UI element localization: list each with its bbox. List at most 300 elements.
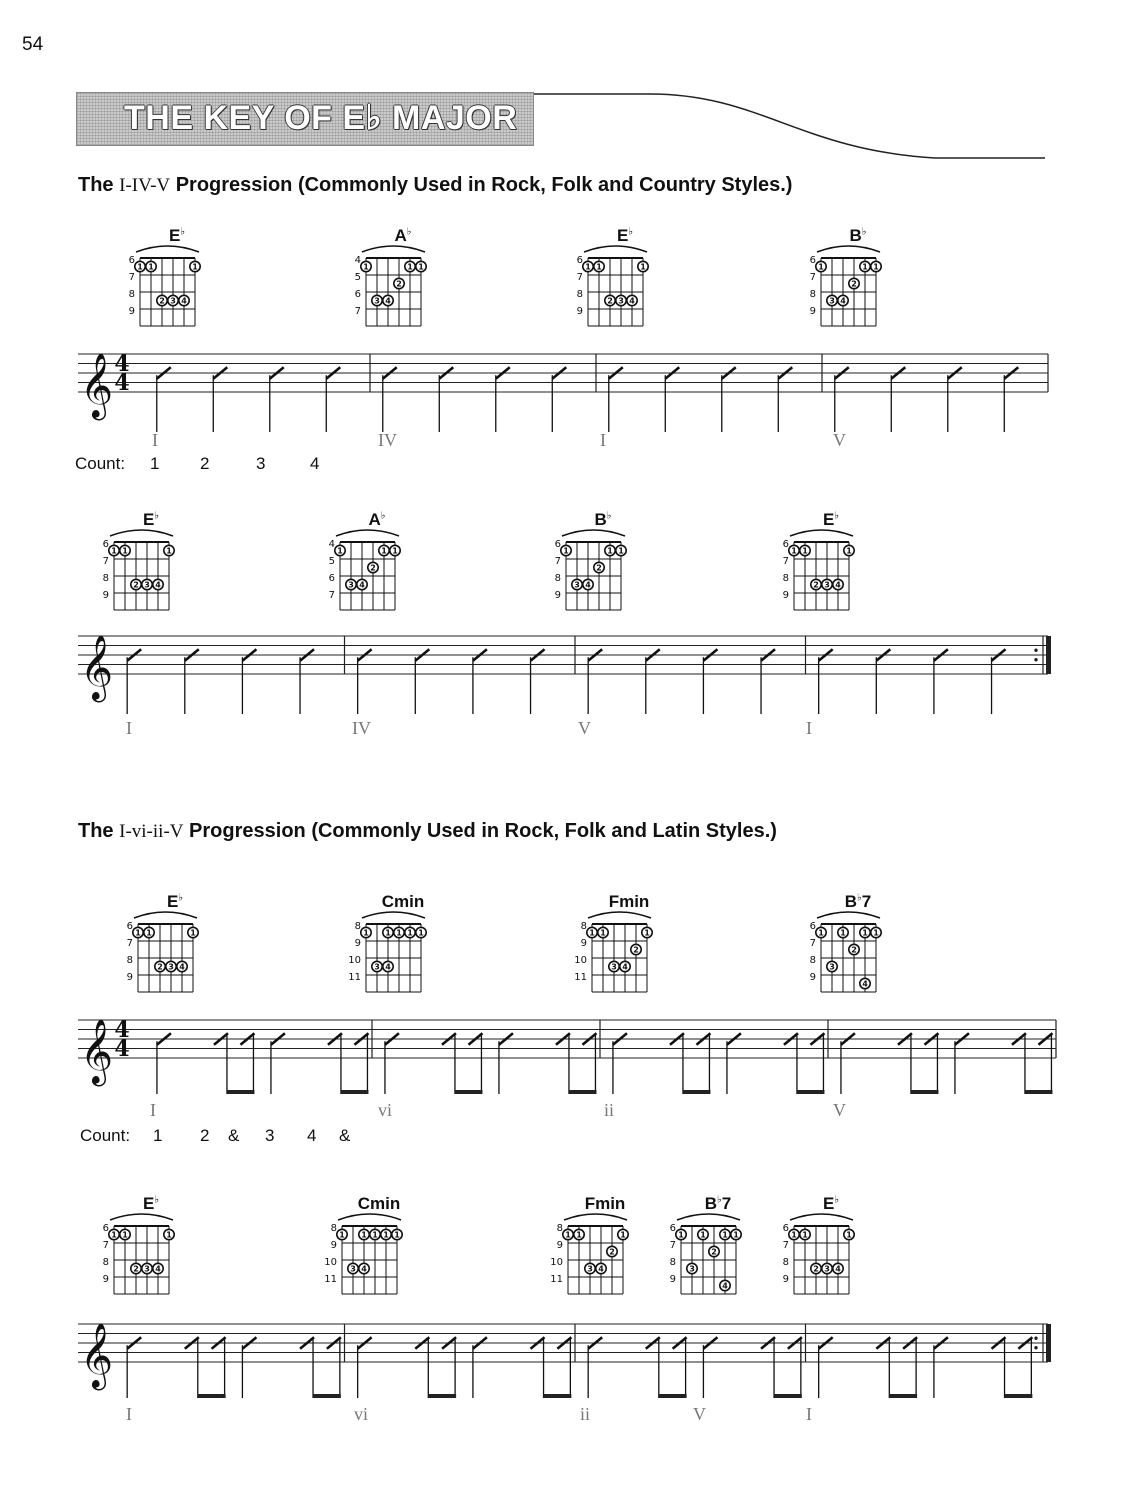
finger-dot bbox=[179, 295, 189, 305]
count-beat: 2 bbox=[200, 1126, 210, 1145]
chord-root: E bbox=[822, 510, 835, 529]
fret-number: 8 bbox=[809, 289, 816, 300]
count-beat: 1 bbox=[153, 1126, 163, 1145]
svg-text:4: 4 bbox=[622, 962, 628, 972]
svg-text:3: 3 bbox=[374, 296, 380, 306]
finger-dot bbox=[587, 927, 597, 937]
svg-text:1: 1 bbox=[589, 928, 595, 938]
slash-note bbox=[242, 1337, 256, 1398]
fret-number: 5 bbox=[328, 556, 335, 567]
svg-text:4: 4 bbox=[722, 1281, 728, 1291]
svg-text:1: 1 bbox=[192, 262, 198, 272]
svg-text:3: 3 bbox=[829, 962, 835, 972]
slash-note bbox=[588, 649, 602, 714]
roman-numeral: IV bbox=[352, 718, 371, 738]
fret-number: 8 bbox=[576, 289, 583, 300]
chord-diagram bbox=[88, 1194, 198, 1298]
svg-text:1: 1 bbox=[137, 262, 143, 272]
svg-text:1: 1 bbox=[383, 1230, 389, 1240]
fret-number: 4 bbox=[354, 255, 361, 266]
roman-numeral: V bbox=[578, 718, 591, 738]
svg-text:3: 3 bbox=[829, 296, 835, 306]
finger-dot bbox=[416, 927, 426, 937]
fret-number: 7 bbox=[782, 1240, 789, 1251]
svg-text:4: 4 bbox=[629, 296, 635, 306]
slash-note bbox=[185, 1337, 226, 1398]
finger-dot bbox=[109, 545, 119, 555]
flat-sign: ♭ bbox=[834, 510, 840, 522]
slash-note bbox=[948, 367, 962, 432]
svg-text:1: 1 bbox=[678, 1230, 684, 1240]
roman-numeral: V bbox=[833, 1100, 846, 1120]
chord-root: Cmin bbox=[357, 1194, 401, 1213]
finger-dot bbox=[789, 545, 799, 555]
flat-sign: ♭ bbox=[717, 1194, 722, 1206]
svg-text:1: 1 bbox=[337, 546, 343, 556]
fret-number: 8 bbox=[556, 1223, 563, 1234]
finger-dot bbox=[131, 1263, 141, 1273]
slash-note bbox=[213, 367, 227, 432]
slash-note bbox=[358, 649, 372, 714]
finger-dot bbox=[372, 961, 382, 971]
finger-dot bbox=[372, 295, 382, 305]
finger-dot bbox=[394, 927, 404, 937]
finger-dot bbox=[153, 579, 163, 589]
fret-number: 7 bbox=[128, 272, 135, 283]
slash-note bbox=[778, 367, 792, 432]
fret-number: 7 bbox=[782, 556, 789, 567]
svg-text:1: 1 bbox=[111, 1230, 117, 1240]
fretboard-grid bbox=[314, 522, 424, 614]
fret-number: 8 bbox=[126, 955, 133, 966]
roman-numeral: I bbox=[806, 718, 812, 738]
fret-number: 8 bbox=[782, 573, 789, 584]
slash-note bbox=[415, 1337, 456, 1398]
svg-text:3: 3 bbox=[144, 580, 150, 590]
fret-number: 10 bbox=[324, 1257, 337, 1268]
svg-text:1: 1 bbox=[840, 928, 846, 938]
finger-dot bbox=[348, 1263, 358, 1273]
fret-number: 5 bbox=[354, 272, 361, 283]
svg-text:2: 2 bbox=[396, 279, 402, 289]
fret-number: 9 bbox=[809, 972, 816, 983]
svg-text:1: 1 bbox=[135, 928, 141, 938]
chord-diagram bbox=[340, 226, 450, 330]
slash-note bbox=[300, 649, 314, 714]
fretboard-grid bbox=[655, 1206, 765, 1298]
fretboard-grid bbox=[562, 238, 672, 330]
slash-note bbox=[835, 367, 849, 432]
slash-note bbox=[439, 367, 453, 432]
fret-number: 8 bbox=[580, 921, 587, 932]
svg-text:1: 1 bbox=[563, 546, 569, 556]
slash-note bbox=[157, 367, 171, 432]
slash-note bbox=[819, 649, 833, 714]
flat-sign: ♭ bbox=[406, 226, 412, 238]
time-signature-digit: 4 bbox=[114, 370, 130, 396]
fret-number: 9 bbox=[782, 590, 789, 601]
flat-sign: ♭ bbox=[154, 510, 160, 522]
finger-dot bbox=[142, 579, 152, 589]
slash-note bbox=[609, 367, 623, 432]
fretboard-grid bbox=[795, 904, 905, 996]
count-beat: & bbox=[339, 1126, 351, 1145]
fret-number: 8 bbox=[669, 1257, 676, 1268]
finger-dot bbox=[598, 927, 608, 937]
slash-note bbox=[473, 649, 487, 714]
finger-dot bbox=[153, 1263, 163, 1273]
slash-note bbox=[157, 1033, 171, 1094]
fretboard-grid bbox=[540, 522, 650, 614]
slash-note bbox=[934, 649, 948, 714]
finger-dot bbox=[871, 927, 881, 937]
fret-number: 9 bbox=[330, 1240, 337, 1251]
svg-text:1: 1 bbox=[407, 928, 413, 938]
fretboard-grid bbox=[542, 1206, 652, 1298]
fretboard-grid bbox=[795, 238, 905, 330]
fret-number: 6 bbox=[126, 921, 133, 932]
chord-diagram bbox=[114, 226, 224, 330]
flat-sign: ♭ bbox=[628, 226, 634, 238]
finger-dot bbox=[687, 1263, 697, 1273]
finger-dot bbox=[827, 961, 837, 971]
slash-note bbox=[992, 1337, 1033, 1398]
svg-text:1: 1 bbox=[190, 928, 196, 938]
svg-text:2: 2 bbox=[607, 296, 613, 306]
treble-clef: 𝄞 bbox=[80, 353, 114, 418]
svg-text:1: 1 bbox=[818, 262, 824, 272]
banner-title: THE KEY OF E♭ MAJOR bbox=[124, 99, 518, 137]
svg-text:4: 4 bbox=[835, 580, 841, 590]
chord-diagram bbox=[340, 892, 450, 996]
svg-text:1: 1 bbox=[166, 546, 172, 556]
fret-number: 11 bbox=[348, 972, 361, 983]
fret-number: 7 bbox=[669, 1240, 676, 1251]
finger-dot bbox=[860, 978, 870, 988]
finger-dot bbox=[860, 261, 870, 271]
svg-text:2: 2 bbox=[851, 945, 857, 955]
finger-dot bbox=[109, 1229, 119, 1239]
chord-root: B bbox=[849, 226, 862, 245]
fretboard-grid bbox=[114, 238, 224, 330]
slash-note bbox=[415, 649, 429, 714]
finger-dot bbox=[120, 1229, 130, 1239]
finger-dot bbox=[135, 261, 145, 271]
svg-text:2: 2 bbox=[813, 580, 819, 590]
slash-note bbox=[385, 1033, 399, 1094]
finger-dot bbox=[605, 545, 615, 555]
title-banner bbox=[0, 92, 1060, 172]
finger-dot bbox=[594, 261, 604, 271]
svg-text:1: 1 bbox=[407, 262, 413, 272]
finger-dot bbox=[155, 961, 165, 971]
section-title-2: The I-vi-ii-V Progression (Commonly Used in Rock, Folk and Latin Styles.) bbox=[78, 820, 777, 842]
roman-numeral: I bbox=[150, 1100, 156, 1120]
svg-text:4: 4 bbox=[585, 580, 591, 590]
svg-text:3: 3 bbox=[824, 1264, 830, 1274]
roman-numeral: IV bbox=[378, 430, 397, 450]
finger-dot bbox=[709, 1246, 719, 1256]
fret-number: 7 bbox=[102, 556, 109, 567]
roman-numeral: vi bbox=[354, 1404, 369, 1424]
fret-number: 9 bbox=[809, 306, 816, 317]
finger-dot bbox=[144, 927, 154, 937]
finger-dot bbox=[381, 1229, 391, 1239]
finger-dot bbox=[405, 927, 415, 937]
fretboard-grid bbox=[768, 522, 878, 614]
finger-dot bbox=[616, 295, 626, 305]
roman-numeral: I bbox=[600, 430, 606, 450]
flat-sign: ♭ bbox=[606, 510, 612, 522]
svg-text:2: 2 bbox=[133, 580, 139, 590]
svg-text:2: 2 bbox=[370, 563, 376, 573]
count-beat: 1 bbox=[150, 454, 160, 473]
section-title-1: The I-IV-V Progression (Commonly Used in Rock, Folk and Country Styles.) bbox=[78, 174, 793, 196]
svg-text:3: 3 bbox=[374, 962, 380, 972]
finger-dot bbox=[816, 261, 826, 271]
count-beat: 3 bbox=[256, 454, 266, 473]
finger-dot bbox=[720, 1280, 730, 1290]
svg-text:1: 1 bbox=[862, 928, 868, 938]
fret-number: 6 bbox=[554, 539, 561, 550]
roman-numeral: vi bbox=[378, 1100, 393, 1120]
fret-number: 9 bbox=[576, 306, 583, 317]
svg-text:1: 1 bbox=[607, 546, 613, 556]
svg-text:1: 1 bbox=[600, 928, 606, 938]
svg-text:1: 1 bbox=[339, 1230, 345, 1240]
svg-text:3: 3 bbox=[618, 296, 624, 306]
svg-text:1: 1 bbox=[363, 262, 369, 272]
svg-text:1: 1 bbox=[846, 1230, 852, 1240]
fret-number: 11 bbox=[574, 972, 587, 983]
svg-text:1: 1 bbox=[418, 262, 424, 272]
fret-number: 9 bbox=[580, 938, 587, 949]
treble-clef: 𝄞 bbox=[80, 635, 114, 700]
slash-note bbox=[722, 367, 736, 432]
svg-text:2: 2 bbox=[133, 1264, 139, 1274]
chord-diagram bbox=[112, 892, 222, 996]
finger-dot bbox=[844, 545, 854, 555]
finger-dot bbox=[607, 1246, 617, 1256]
finger-dot bbox=[346, 579, 356, 589]
svg-text:1: 1 bbox=[361, 1230, 367, 1240]
chord-extension: 7 bbox=[861, 892, 872, 911]
chord-root: B bbox=[844, 892, 858, 911]
fret-number: 8 bbox=[354, 921, 361, 932]
slash-note bbox=[934, 1337, 948, 1398]
roman-numeral: ii bbox=[604, 1100, 615, 1120]
svg-text:1: 1 bbox=[873, 928, 879, 938]
svg-text:1: 1 bbox=[381, 546, 387, 556]
svg-text:1: 1 bbox=[372, 1230, 378, 1240]
svg-text:1: 1 bbox=[122, 1230, 128, 1240]
count-label: Count: bbox=[80, 1126, 131, 1145]
slash-note bbox=[761, 1337, 802, 1398]
chord-diagram bbox=[655, 1194, 765, 1298]
roman-numeral: V bbox=[833, 430, 846, 450]
finger-dot bbox=[392, 1229, 402, 1239]
finger-dot bbox=[800, 545, 810, 555]
svg-text:1: 1 bbox=[394, 1230, 400, 1240]
svg-text:1: 1 bbox=[802, 1230, 808, 1240]
slash-note bbox=[876, 1337, 917, 1398]
roman-numeral: I bbox=[806, 1404, 812, 1424]
fret-number: 9 bbox=[102, 1274, 109, 1285]
slash-note bbox=[761, 649, 775, 714]
count-beat: 3 bbox=[265, 1126, 275, 1145]
finger-dot bbox=[383, 295, 393, 305]
svg-text:1: 1 bbox=[396, 928, 402, 938]
finger-dot bbox=[638, 261, 648, 271]
svg-text:1: 1 bbox=[565, 1230, 571, 1240]
fretboard-grid bbox=[112, 904, 222, 996]
finger-dot bbox=[146, 261, 156, 271]
svg-text:1: 1 bbox=[392, 546, 398, 556]
finger-dot bbox=[583, 261, 593, 271]
slash-note bbox=[358, 1337, 372, 1398]
music-staff bbox=[78, 626, 1056, 736]
finger-dot bbox=[131, 579, 141, 589]
slash-note bbox=[328, 1033, 369, 1094]
finger-dot bbox=[631, 944, 641, 954]
finger-dot bbox=[594, 562, 604, 572]
svg-text:1: 1 bbox=[146, 928, 152, 938]
slash-note bbox=[992, 649, 1006, 714]
svg-text:3: 3 bbox=[168, 962, 174, 972]
slash-note bbox=[383, 367, 397, 432]
slash-note bbox=[242, 649, 256, 714]
flat-sign: ♭ bbox=[857, 892, 862, 904]
chord-root: E bbox=[168, 226, 181, 245]
music-staff bbox=[78, 344, 1056, 454]
finger-dot bbox=[190, 261, 200, 271]
finger-dot bbox=[616, 545, 626, 555]
finger-dot bbox=[833, 579, 843, 589]
svg-text:3: 3 bbox=[170, 296, 176, 306]
slash-note bbox=[531, 1337, 572, 1398]
finger-dot bbox=[379, 545, 389, 555]
finger-dot bbox=[168, 295, 178, 305]
svg-text:1: 1 bbox=[596, 262, 602, 272]
slash-note bbox=[613, 1033, 627, 1094]
fretboard-grid bbox=[340, 904, 450, 996]
svg-text:4: 4 bbox=[385, 296, 391, 306]
fret-number: 8 bbox=[554, 573, 561, 584]
slash-note bbox=[271, 1033, 285, 1094]
slash-note bbox=[646, 1337, 687, 1398]
finger-dot bbox=[120, 545, 130, 555]
slash-note bbox=[326, 367, 340, 432]
chord-diagram bbox=[768, 510, 878, 614]
chord-root: E bbox=[142, 1194, 155, 1213]
svg-text:4: 4 bbox=[840, 296, 846, 306]
slash-note bbox=[665, 367, 679, 432]
slash-note bbox=[442, 1033, 483, 1094]
fret-number: 7 bbox=[102, 1240, 109, 1251]
fretboard-grid bbox=[768, 1206, 878, 1298]
roman-numeral: I bbox=[126, 718, 132, 738]
time-signature-digit: 4 bbox=[114, 1017, 130, 1043]
fret-number: 9 bbox=[554, 590, 561, 601]
finger-dot bbox=[620, 961, 630, 971]
chord-root: B bbox=[704, 1194, 718, 1213]
finger-dot bbox=[583, 579, 593, 589]
fret-number: 10 bbox=[550, 1257, 563, 1268]
chord-diagram bbox=[540, 510, 650, 614]
svg-text:4: 4 bbox=[179, 962, 185, 972]
finger-dot bbox=[609, 961, 619, 971]
svg-text:4: 4 bbox=[385, 962, 391, 972]
svg-text:1: 1 bbox=[418, 928, 424, 938]
fret-number: 9 bbox=[556, 1240, 563, 1251]
fret-number: 9 bbox=[126, 972, 133, 983]
svg-text:3: 3 bbox=[611, 962, 617, 972]
roman-numeral: I bbox=[152, 430, 158, 450]
slash-note bbox=[703, 649, 717, 714]
finger-dot bbox=[574, 1229, 584, 1239]
svg-text:1: 1 bbox=[700, 1230, 706, 1240]
svg-text:3: 3 bbox=[587, 1264, 593, 1274]
finger-dot bbox=[596, 1263, 606, 1273]
svg-text:4: 4 bbox=[835, 1264, 841, 1274]
svg-text:1: 1 bbox=[818, 928, 824, 938]
fretboard-grid bbox=[316, 1206, 426, 1298]
finger-dot bbox=[164, 1229, 174, 1239]
fret-number: 7 bbox=[554, 556, 561, 567]
fret-number: 6 bbox=[576, 255, 583, 266]
finger-dot bbox=[605, 295, 615, 305]
fret-number: 7 bbox=[576, 272, 583, 283]
fret-number: 8 bbox=[782, 1257, 789, 1268]
finger-dot bbox=[361, 927, 371, 937]
svg-text:3: 3 bbox=[350, 1264, 356, 1274]
fret-number: 9 bbox=[782, 1274, 789, 1285]
chord-extension: 7 bbox=[721, 1194, 732, 1213]
finger-dot bbox=[337, 1229, 347, 1239]
fretboard-grid bbox=[340, 238, 450, 330]
slash-note bbox=[876, 649, 890, 714]
slash-note bbox=[214, 1033, 255, 1094]
finger-dot bbox=[627, 295, 637, 305]
finger-dot bbox=[572, 579, 582, 589]
fret-number: 7 bbox=[809, 938, 816, 949]
finger-dot bbox=[383, 961, 393, 971]
finger-dot bbox=[370, 1229, 380, 1239]
slash-note bbox=[891, 367, 905, 432]
time-signature-digit: 4 bbox=[114, 1036, 130, 1062]
finger-dot bbox=[405, 261, 415, 271]
treble-clef: 𝄞 bbox=[80, 1019, 114, 1084]
finger-dot bbox=[860, 927, 870, 937]
svg-text:1: 1 bbox=[620, 1230, 626, 1240]
svg-text:4: 4 bbox=[598, 1264, 604, 1274]
flat-sign: ♭ bbox=[180, 226, 186, 238]
slash-note bbox=[727, 1033, 741, 1094]
slash-note bbox=[1012, 1033, 1052, 1094]
svg-text:1: 1 bbox=[363, 928, 369, 938]
count-beat: & bbox=[228, 1126, 240, 1145]
finger-dot bbox=[800, 1229, 810, 1239]
fret-number: 9 bbox=[669, 1274, 676, 1285]
fret-number: 6 bbox=[102, 539, 109, 550]
svg-text:4: 4 bbox=[155, 1264, 161, 1274]
svg-text:4: 4 bbox=[359, 580, 365, 590]
svg-text:1: 1 bbox=[802, 546, 808, 556]
finger-dot bbox=[698, 1229, 708, 1239]
chord-root: A bbox=[368, 510, 381, 529]
count-beat: 2 bbox=[200, 454, 210, 473]
svg-text:1: 1 bbox=[644, 928, 650, 938]
